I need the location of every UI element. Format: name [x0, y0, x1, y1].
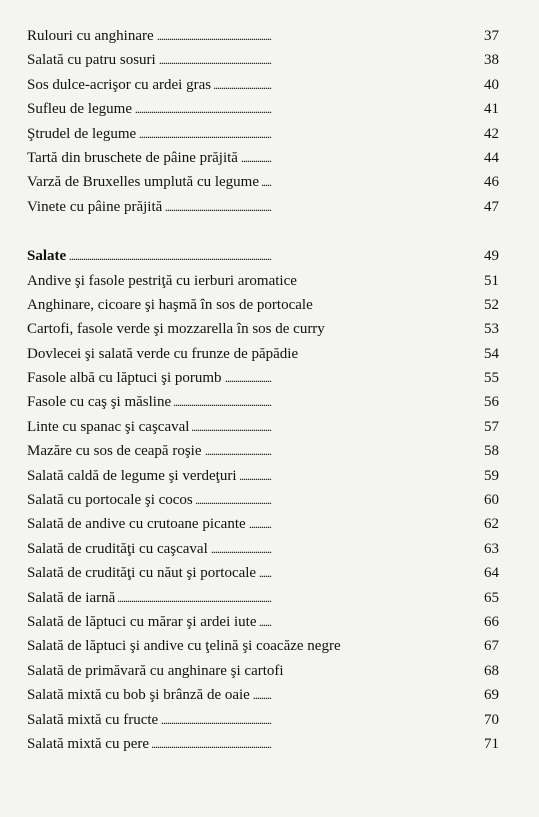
entry-page-number: 56 — [481, 390, 499, 414]
entry-title: Andive şi fasole pestriţă cu ierburi aromatice — [27, 273, 300, 289]
entry-title: Salată caldă de legume şi verdeţuri — [27, 468, 240, 484]
toc-entry — [27, 146, 499, 170]
toc-entry — [27, 269, 499, 293]
entry-title: Salată cu portocale şi cocos — [27, 492, 196, 508]
entry-title: Salată mixtă cu fructe — [27, 712, 161, 728]
entry-title: Salată de primăvară cu anghinare şi cartofi — [27, 663, 287, 679]
toc-entry — [27, 708, 499, 732]
toc-entry — [27, 732, 499, 756]
toc-entry — [27, 610, 499, 634]
toc-entry — [27, 342, 499, 366]
entry-page-number: 37 — [481, 24, 499, 48]
toc-entry — [27, 659, 499, 683]
entry-title: Salată de iarnă — [27, 590, 118, 606]
toc-entry — [27, 586, 499, 610]
toc-entry — [27, 293, 499, 317]
toc-entry — [27, 24, 499, 48]
entry-page-number: 69 — [481, 683, 499, 707]
toc-list — [0, 24, 539, 756]
entry-page-number: 41 — [481, 97, 499, 121]
entry-title: Salată de lăptuci şi andive cu ţelină şi coacăze negre — [27, 638, 344, 654]
entry-title: Sos dulce-acrişor cu ardei gras — [27, 77, 214, 93]
entry-title: Sufleu de legume — [27, 101, 135, 117]
toc-entry — [27, 415, 499, 439]
entry-page-number: 59 — [481, 464, 499, 488]
toc-entry — [27, 390, 499, 414]
entry-title: Fasole cu caş şi măsline — [27, 394, 174, 410]
entry-title: Salată de andive cu crutoane picante — [27, 516, 249, 532]
toc-entry — [27, 122, 499, 146]
entry-page-number: 65 — [481, 586, 499, 610]
toc-entry — [27, 488, 499, 512]
toc-entry — [27, 73, 499, 97]
entry-title: Fasole albă cu lăptuci şi porumb — [27, 370, 225, 386]
entry-page-number: 55 — [481, 366, 499, 390]
entry-title: Mazăre cu sos de ceapă roşie — [27, 443, 205, 459]
entry-title: Tartă din bruschete de pâine prăjită — [27, 150, 241, 166]
toc-section-heading — [27, 244, 499, 268]
entry-page-number: 40 — [481, 73, 499, 97]
entry-page-number: 44 — [481, 146, 499, 170]
entry-page-number: 47 — [481, 195, 499, 219]
entry-title: Salată de crudităţi cu caşcaval — [27, 541, 211, 557]
toc-entry — [27, 537, 499, 561]
toc-entry — [27, 439, 499, 463]
entry-page-number: 68 — [481, 659, 499, 683]
section-title: Salate — [27, 248, 69, 264]
entry-title: Salată mixtă cu bob şi brânză de oaie — [27, 687, 253, 703]
entry-title: Salată de crudităţi cu năut şi portocale — [27, 565, 259, 581]
entry-page-number: 67 — [481, 634, 499, 658]
toc-entry — [27, 561, 499, 585]
entry-page-number: 38 — [481, 48, 499, 72]
entry-page-number: 66 — [481, 610, 499, 634]
entry-page-number: 53 — [481, 317, 499, 341]
toc-entry — [27, 464, 499, 488]
toc-entry — [27, 512, 499, 536]
entry-page-number: 71 — [481, 732, 499, 756]
entry-title: Anghinare, cicoare şi haşmă în sos de portocale — [27, 297, 316, 313]
entry-title: Salată de lăptuci cu mărar şi ardei iute — [27, 614, 259, 630]
section-page-number: 49 — [481, 244, 499, 268]
entry-title: Salată mixtă cu pere — [27, 736, 152, 752]
entry-page-number: 57 — [481, 415, 499, 439]
entry-page-number: 58 — [481, 439, 499, 463]
entry-title: Varză de Bruxelles umplută cu legume — [27, 174, 262, 190]
entry-title: Salată cu patru sosuri — [27, 52, 159, 68]
entry-title: Cartofi, fasole verde şi mozzarella în sos de curry — [27, 321, 328, 337]
entry-page-number: 60 — [481, 488, 499, 512]
entry-page-number: 70 — [481, 708, 499, 732]
section-spacer — [0, 219, 539, 244]
entry-page-number: 62 — [481, 512, 499, 536]
entry-page-number: 64 — [481, 561, 499, 585]
entry-page-number: 46 — [481, 170, 499, 194]
toc-entry — [27, 366, 499, 390]
toc-entry — [27, 634, 499, 658]
entry-title: Dovlecei şi salată verde cu frunze de păpădie — [27, 346, 301, 362]
entry-title: Ştrudel de legume — [27, 126, 139, 142]
entry-page-number: 54 — [481, 342, 499, 366]
entry-page-number: 42 — [481, 122, 499, 146]
toc-entry — [27, 97, 499, 121]
toc-entry — [27, 683, 499, 707]
entry-title: Rulouri cu anghinare — [27, 28, 157, 44]
entry-title: Vinete cu pâine prăjită — [27, 199, 165, 215]
entry-page-number: 51 — [481, 269, 499, 293]
toc-entry — [27, 48, 499, 72]
entry-page-number: 63 — [481, 537, 499, 561]
toc-entry — [27, 317, 499, 341]
toc-entry — [27, 195, 499, 219]
entry-page-number: 52 — [481, 293, 499, 317]
toc-entry — [27, 170, 499, 194]
entry-title: Linte cu spanac şi caşcaval — [27, 419, 192, 435]
